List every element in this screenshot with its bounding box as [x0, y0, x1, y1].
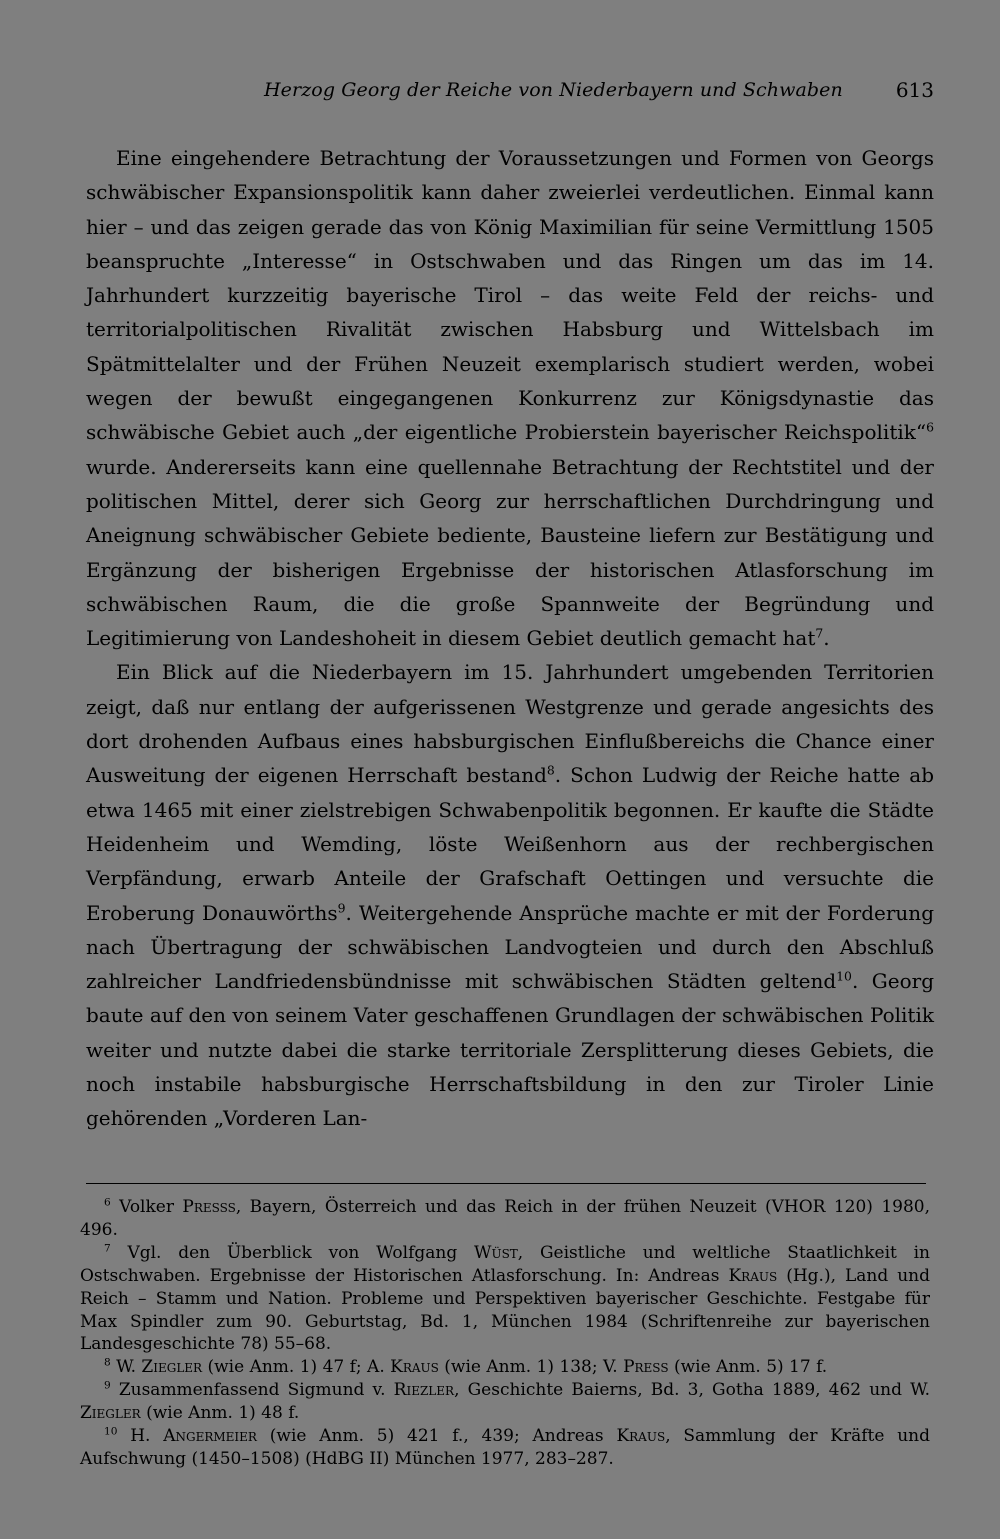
footnote-number: 6	[104, 1196, 111, 1209]
paragraph-text: . Schon Ludwig der Reiche hatte ab etwa 1465 mit einer zielstrebigen Schwabenpolitik begonnen. Er kaufte die Städte Heidenheim und Wemding, löste Weißenhorn aus der rechbergischen Verpfändung, erwarb Anteile der Grafschaft Oettingen und versuchte die Eroberung Donauwörths	[86, 763, 935, 925]
author-name: Presss	[182, 1197, 236, 1217]
footnote-text: , Sammlung der Kräfte und Aufschwung (1450–1508) (HdBG II) München 1977, 283–287.	[80, 1426, 930, 1469]
author-name: Riezler	[393, 1380, 455, 1401]
footnote-separator	[86, 1183, 926, 1184]
footnotes	[80, 1196, 930, 1471]
author-name: Angermeier	[163, 1426, 257, 1447]
paragraph-text: Eine eingehendere Betrachtung der Voraussetzungen und Formen von Georgs schwäbischer Expansionspolitik kann daher zweierlei verdeutlichen. Einmal kann hier – und das zeigen gerade das von König Maximilian für seine Vermittlung 1505 beanspruchte „Interesse“ in Ostschwaben und das Ringen um das im 14. Jahrhundert kurzzeitig bayerische Tirol – das weite Feld der reichs- und territorialpolitischen Rivalität zwischen Habsburg und Wittelsbach im Spätmittelalter und der Frühen Neuzeit exemplarisch studiert werden, wobei wegen der bewußt eingegangenen Konkurrenz zur Königsdynastie das schwäbische Gebiet auch „der eigentliche Probierstein bayerischer Reichspolitik“	[86, 146, 934, 445]
footnote-text: (wie Anm. 1) 138; V.	[438, 1357, 624, 1378]
paragraph-text: Ein Blick auf die Niederbayern im 15. Jahrhundert umgebenden Territorien zeigt, daß nur entlang der aufgerissenen Westgrenze und gerade angesichts des dort drohenden Aufbaus eines habsburgischen Einflußbereichs die Chance einer Ausweitung der eigenen Herrschaft bestand	[86, 660, 934, 788]
footnote-number: 10	[104, 1425, 118, 1438]
author-name: Wüst	[473, 1242, 518, 1263]
author-name: Kraus	[728, 1265, 778, 1286]
author-name: Ziegler	[141, 1357, 203, 1378]
footnote-7	[80, 1242, 930, 1357]
footnote-text: Zusammenfassend Sigmund v.	[110, 1380, 394, 1401]
footnote-ref-9[interactable]: 9	[337, 899, 346, 915]
footnote-6	[80, 1196, 930, 1242]
paragraph-1	[86, 141, 934, 655]
author-name: Kraus	[390, 1357, 439, 1378]
footnote-8	[80, 1356, 930, 1379]
paragraph-text: . Georg baute auf den von seinem Vater geschaffenen Grundlagen der schwäbischen Politik weiter und nutzte dabei die starke territoriale Zersplitterung dieses Gebiets, die noch instabile habsburgische Herrschaftsbildung in den zur Tiroler Linie gehörenden „Vorderen Lan-	[86, 969, 934, 1131]
footnote-number: 7	[104, 1242, 111, 1255]
paragraph-text: . Weitergehende Ansprüche machte er mit der Forderung nach Übertragung der schwäbischen Landvogteien und durch den Abschluß zahlreicher Landfriedensbündnisse mit schwäbischen Städten geltend	[86, 900, 934, 994]
footnote-number: 8	[104, 1356, 111, 1369]
footnote-ref-10[interactable]: 10	[836, 968, 852, 984]
footnote-text: , Bayern, Österreich und das Reich in der frühen Neuzeit (VHOR 120) 1980, 496.	[80, 1197, 930, 1240]
body-text	[86, 141, 934, 1136]
footnote-9	[80, 1379, 930, 1425]
running-header	[86, 72, 934, 108]
footnote-text: Vgl. den Überblick von Wolfgang	[110, 1242, 474, 1263]
footnote-text: (wie Anm. 1) 48 f.	[140, 1403, 300, 1424]
footnote-text: (wie Anm. 5) 421 f., 439; Andreas	[256, 1426, 617, 1447]
footnote-text: Volker	[110, 1197, 183, 1217]
author-name: Press	[623, 1357, 669, 1378]
paragraph-text: wurde. Andererseits kann eine quellennahe Betrachtung der Rechtstitel und der politischen Mittel, derer sich Georg zur herrschaftlichen Durchdringung und Aneignung schwäbischer Gebiete bediente, Bausteine liefern zur Bestätigung und Ergänzung der bisherigen Ergebnisse der historischen Atlasforschung im schwäbischen Raum, die die große Spannweite der Begründung und Legitimierung von Landeshoheit in diesem Gebiet deutlich gemacht hat	[86, 454, 934, 651]
author-name: Ziegler	[80, 1403, 141, 1424]
footnote-text: (Hg.), Land und Reich – Stamm und Nation. Probleme und Perspektiven bayerischer Geschichte. Festgabe für Max Spindler zum 90. Geburtstag, Bd. 1, München 1984 (Schriftenreihe zur bayerischen Landesgeschichte 78) 55–68.	[80, 1265, 930, 1355]
footnote-text: (wie Anm. 1) 47 f; A.	[202, 1357, 391, 1378]
footnote-ref-7[interactable]: 7	[815, 625, 824, 641]
running-title: Herzog Georg der Reiche von Niederbayern und Schwaben	[264, 79, 843, 101]
footnote-text: , Geschichte Baierns, Bd. 3, Gotha 1889, 462 und W.	[454, 1380, 931, 1401]
author-name: Kraus	[616, 1426, 666, 1447]
footnote-10	[80, 1425, 930, 1471]
footnote-text: H.	[117, 1426, 164, 1447]
footnote-text: (wie Anm. 5) 17 f.	[668, 1357, 828, 1378]
footnote-text: W.	[110, 1357, 142, 1378]
footnote-ref-6[interactable]: 6	[926, 419, 934, 435]
footnote-ref-8[interactable]: 8	[546, 762, 555, 778]
paragraph-2	[86, 655, 934, 1135]
footnote-number: 9	[104, 1379, 111, 1392]
page-number: 613	[895, 78, 934, 102]
footnote-text: , Geistliche und weltliche Staatlichkeit in Ostschwaben. Ergebnisse der Historischen Atlasforschung. In: Andreas	[80, 1242, 930, 1286]
paragraph-text: .	[823, 626, 830, 651]
